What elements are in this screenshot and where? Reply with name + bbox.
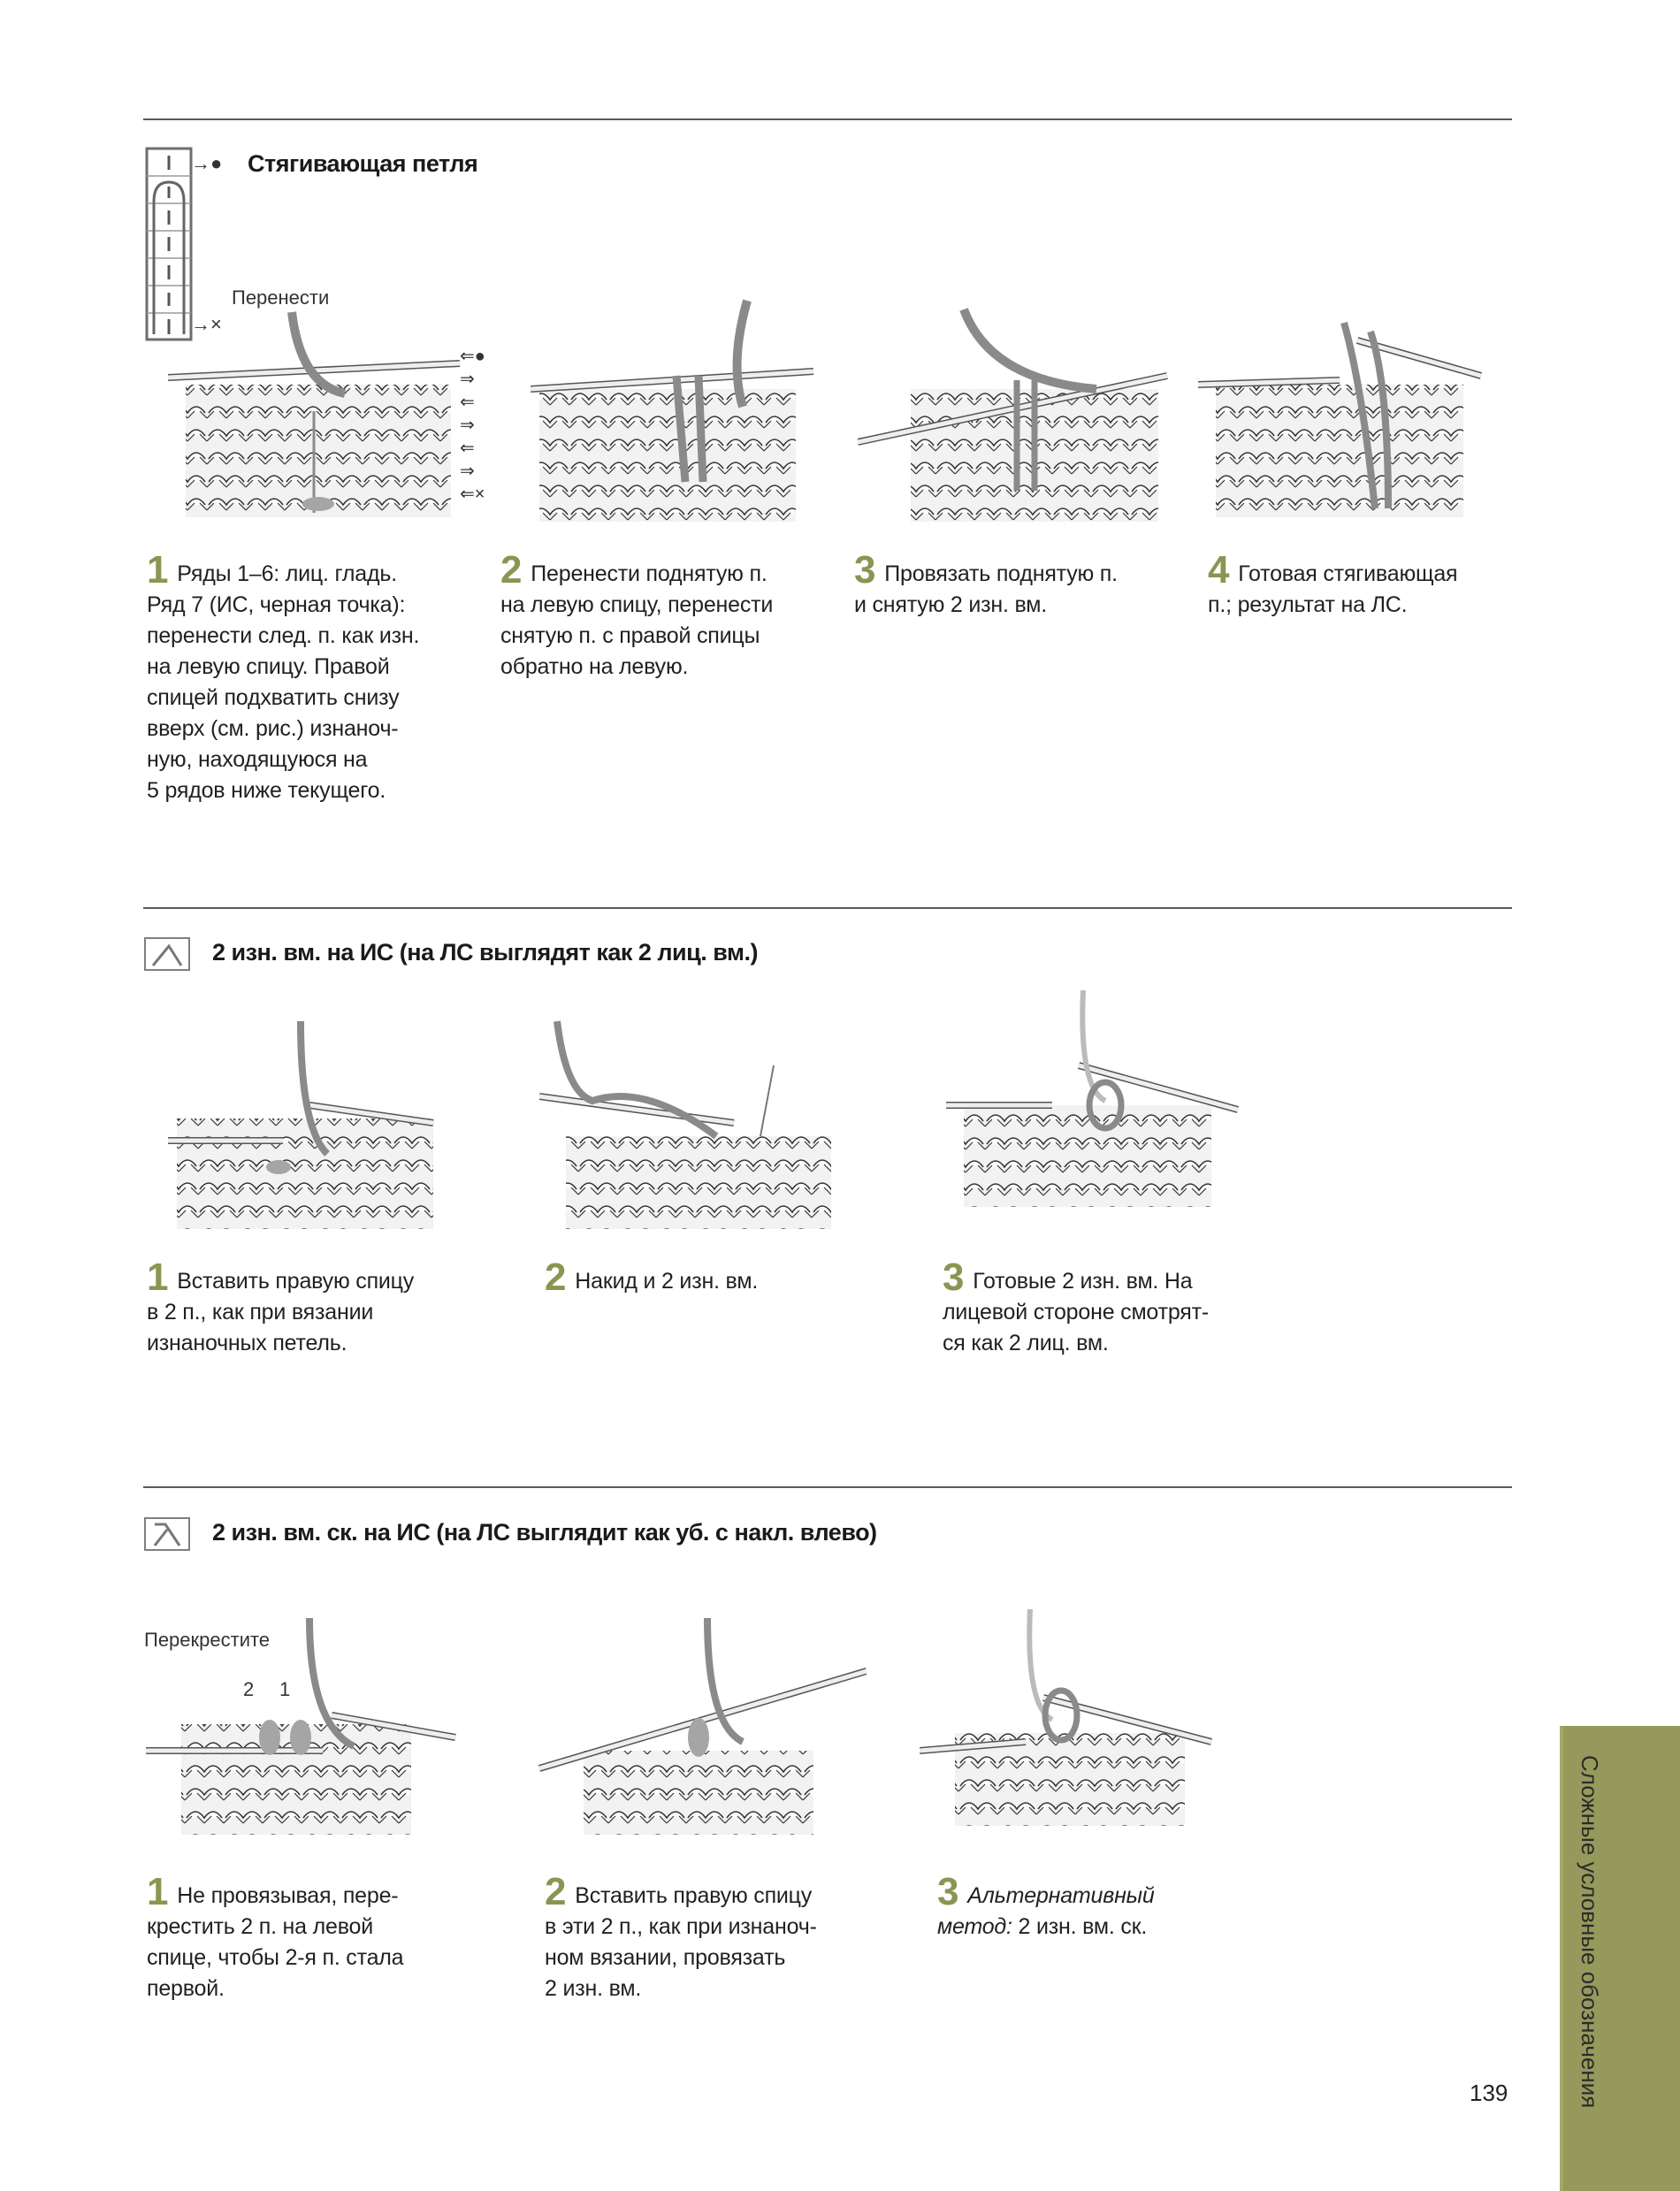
row-arrow: ⇐× [460,485,485,504]
step-text: Не провязывая, пере- [177,1883,399,1908]
row-arrow: ⇐ [460,439,475,458]
step-number: 1 [147,1256,169,1299]
step-text-italic: Альтернативный [967,1883,1155,1908]
step-text: ся как 2 лиц. вм. [943,1331,1109,1355]
knitting-illustration-step-2 [539,1012,858,1233]
step-2 [545,1256,881,1299]
step-text: перенести след. п. как изн. [147,623,420,648]
step-1 [147,1256,483,1359]
step-text: ную, находящуюся на [147,747,368,772]
illustration-label: Перекрестите [144,1629,271,1651]
step-text: Провязать поднятую п. [884,561,1118,586]
knitting-illustration-step-3 [858,292,1176,526]
step-text: на левую спицу. Правой [147,654,390,679]
step-text: и снятую 2 изн. вм. [854,592,1047,617]
step-text: Готовые 2 изн. вм. На [973,1269,1193,1294]
step-text: в эти 2 п., как при изнаноч- [545,1914,817,1939]
knitting-illustration-step-3 [946,990,1247,1211]
knitting-illustration-step-1 [146,1618,464,1839]
illustration-label: Перенести [232,286,330,309]
section-divider [143,1486,1512,1488]
step-1 [147,548,483,806]
row-arrow: ⇒ [460,416,475,435]
step-text: Ряды 1–6: лиц. гладь. [177,561,397,586]
step-text: лицевой стороне смотрят- [943,1300,1209,1325]
step-text: п.; результат на ЛС. [1208,592,1408,617]
step-2 [545,1870,898,2004]
knitting-illustration-step-1 [159,1012,451,1233]
step-text: крестить 2 п. на левой [147,1914,373,1939]
illustration-label: 1 [279,1678,291,1700]
section-title: Стягивающая петля [248,150,478,177]
chapter-side-tab-label: Сложные условные обозначения [1577,1755,1603,2109]
step-text: ном вязании, провязать [545,1945,786,1970]
row-direction-arrows [460,345,495,506]
step-2 [500,548,854,683]
step-text: в 2 п., как при вязании [147,1300,374,1325]
chart-marker-top: →● [191,152,223,174]
step-text: Вставить правую спицу [177,1269,415,1294]
step-3 [854,548,1208,621]
step-text: обратно на левую. [500,654,689,679]
section-divider [143,118,1512,120]
step-text: первой. [147,1976,225,2001]
section-divider [143,907,1512,909]
step-number: 4 [1208,548,1230,592]
step-text: 2 изн. вм. [545,1976,642,2001]
step-number: 2 [545,1870,567,1913]
knitting-illustration-step-3 [920,1609,1220,1830]
step-text: Накид и 2 изн. вм. [575,1269,759,1294]
step-text-italic: метод: [937,1914,1012,1939]
step-text: Вставить правую спицу [575,1883,813,1908]
step-number: 2 [500,548,523,592]
knitting-illustration-step-2 [531,1618,867,1839]
step-text: на левую спицу, перенести [500,592,774,617]
step-3 [943,1256,1279,1359]
step-number: 3 [943,1256,965,1299]
purl-2-together-tbl-symbol-icon [144,1517,190,1551]
step-number: 1 [147,548,169,592]
row-arrow: ⇐● [460,347,485,366]
step-number: 3 [937,1870,959,1913]
step-number: 1 [147,1870,169,1913]
step-text: 5 рядов ниже текущего. [147,778,386,803]
step-text: спице, чтобы 2-я п. стала [147,1945,404,1970]
knitting-illustration-step-4 [1198,305,1490,526]
step-text: изнаночных петель. [147,1331,347,1355]
step-text: спицей подхватить снизу [147,685,400,710]
step-number: 3 [854,548,876,592]
step-text: снятую п. с правой спицы [500,623,760,648]
step-text: Ряд 7 (ИС, черная точка): [147,592,406,617]
knitting-illustration-step-1 [168,305,504,526]
row-arrow: ⇒ [460,462,475,481]
step-text: Готовая стягивающая [1238,561,1458,586]
page-number: 139 [1470,2080,1508,2106]
row-arrow: ⇒ [460,370,475,389]
step-3 [937,1870,1273,1943]
purl-2-together-symbol-icon [144,937,190,971]
section-title: 2 изн. вм. ск. на ИС (на ЛС выглядит как уб. с накл. влево) [212,1519,877,1546]
illustration-label: 2 [243,1678,255,1700]
chart-marker-bottom: →× [191,313,222,335]
step-text: вверх (см. рис.) изнаноч- [147,716,399,741]
step-1 [147,1870,483,2004]
step-4 [1208,548,1526,621]
section-title: 2 изн. вм. на ИС (на ЛС выглядят как 2 лиц. вм.) [212,939,758,966]
knitting-illustration-step-2 [531,292,822,526]
row-arrow: ⇐ [460,393,475,412]
step-text: 2 изн. вм. ск. [1012,1914,1148,1939]
step-text: Перенести поднятую п. [531,561,767,586]
step-number: 2 [545,1256,567,1299]
